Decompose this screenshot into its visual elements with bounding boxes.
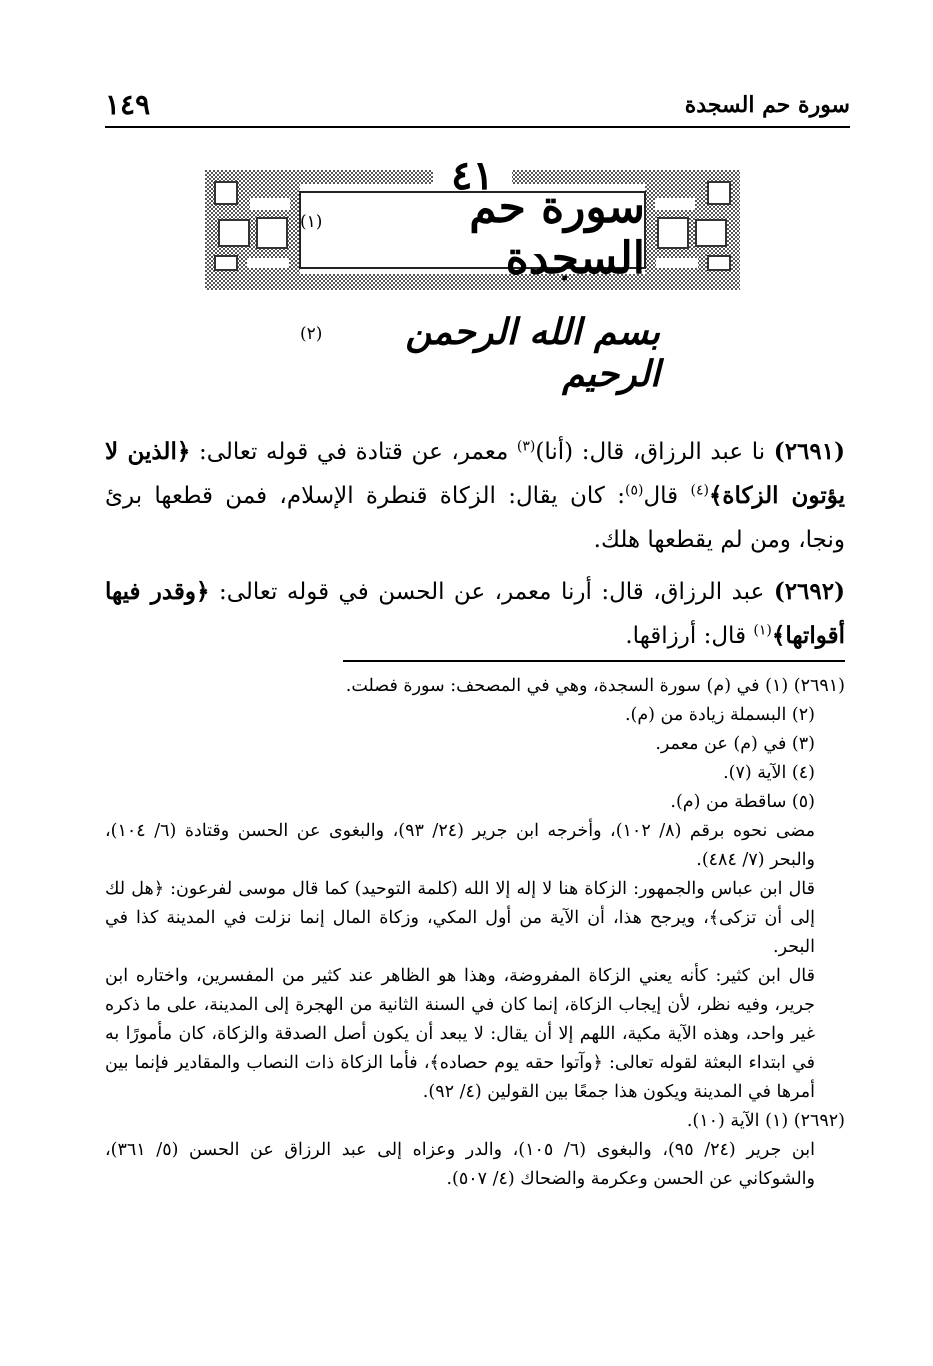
page-number: ١٤٩	[105, 88, 151, 121]
quran-quote: ﴿الذين لا يؤتون الزكاة﴾	[105, 438, 846, 509]
narration-text: قال: أرزاقها.	[625, 623, 754, 649]
footnote-item: (٢٦٩١) (١) في (م) سورة السجدة، وهي في المصحف: سورة فصلت.	[345, 676, 845, 696]
narration-text: : كان يقال: الزكاة قنطرة الإسلام، فمن قطعها برئ ونجا، ومن لم يقطعها هلك.	[105, 483, 845, 553]
basmala-row	[300, 311, 660, 395]
footnote-item: (٤) الآية (٧).	[723, 763, 815, 783]
sura-title-frame	[205, 152, 740, 296]
narration-text: قال	[643, 483, 691, 509]
narration-number: (٢٦٩٢)	[773, 578, 846, 605]
narration-2691	[105, 430, 845, 562]
footnote-item: (٥) ساقطة من (م).	[670, 792, 815, 812]
footnote-commentary: ابن جرير (٢٤/ ٩٥)، والبغوى (٦/ ١٠٥)، والدر وعزاه إلى عبد الرزاق عن الحسن (٥/ ٣٦١)، والشوكاني عن الحسن وعكرمة والضحاك (٤/ ٥٠٧).	[105, 1140, 815, 1189]
sura-number: ٤١	[451, 152, 494, 199]
narration-text: عبد الرزاق، قال: أرنا معمر، عن الحسن في قوله تعالى:	[209, 579, 774, 605]
footnote-item: (٢٦٩٢) (١) الآية (١٠).	[686, 1111, 845, 1131]
basmala-note: (٢)	[300, 324, 323, 344]
running-header	[105, 88, 850, 128]
narration-text: معمر، عن قتادة في قوله تعالى:	[190, 439, 517, 465]
narration-text: نا عبد الرزاق، قال: (أنا)	[535, 439, 774, 465]
footnote-ref: (٣)	[516, 438, 536, 455]
footnote-item: (٢) البسملة زيادة من (م).	[624, 705, 815, 725]
header-rule	[105, 126, 850, 128]
footnote-ref: (٥)	[624, 482, 644, 499]
footnote-commentary: مضى نحوه برقم (٨/ ١٠٢)، وأخرجه ابن جرير (٢٤/ ٩٣)، والبغوى عن الحسن وقتادة (٦/ ١٠٤)، والبحر (٧/ ٤٨٤).	[105, 821, 815, 870]
footnote-rule	[343, 660, 845, 662]
footnote-commentary: قال ابن كثير: كأنه يعني الزكاة المفروضة، وهذا هو الظاهر عند كثير من المفسرين، واختاره ابن جرير، وفيه نظر، لأن إيجاب الزكاة، إنما كان في السنة الثانية من الهجرة إلى المدينة، على ما ذكره غير واحد، وهذه الآية مكية، اللهم إلا أن يقال: لا يبعد أن يكون أصل الصدقة والزكاة، كان مأمورًا به في ابتداء البعثة لقوله تعالى: ﴿وآتوا حقه يوم حصاده﴾، فأما الزكاة ذات النصاب والمقادير فإنما بين أمرها في المدينة ويكون هذا جمعًا بين القولين (٤/ ٩٢).	[105, 966, 815, 1102]
narration-number: (٢٦٩١)	[773, 438, 845, 465]
sura-name: سورة حم السجدة	[469, 182, 645, 284]
sura-note: (١)	[300, 212, 323, 232]
footnote-commentary: قال ابن عباس والجمهور: الزكاة هنا لا إله إلا الله (كلمة التوحيد) كما قال موسى لفرعون: ﴿هل لك إلى أن تزكى﴾، ويرجح هذا، أن الآية من أول المكي، وزكاة المال إنما نزلت في المدينة كذا في البحر.	[105, 879, 815, 957]
footnote-item: (٣) في (م) عن معمر.	[655, 734, 815, 754]
footnote-ref: (١)	[753, 622, 772, 639]
basmala: بسم الله الرحمن الرحيم	[405, 311, 660, 395]
header-title: سورة حم السجدة	[684, 92, 850, 118]
quran-quote: ﴿وقدر فيها أقواتها﴾	[105, 578, 845, 649]
footnotes	[105, 672, 845, 1194]
sura-name-row	[300, 182, 645, 284]
footnote-ref: (٤)	[690, 482, 709, 499]
narration-2692	[105, 570, 845, 658]
